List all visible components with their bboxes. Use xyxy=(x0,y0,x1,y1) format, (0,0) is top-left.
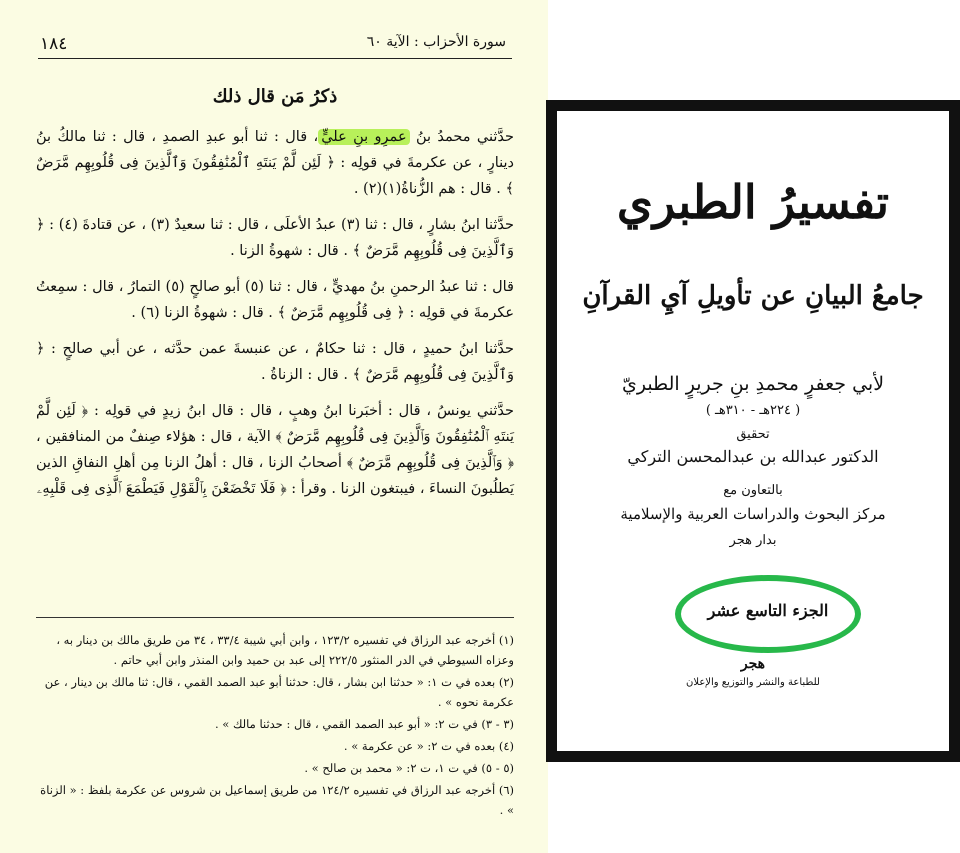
footnote: (٦) أخرجه عبد الرزاق في تفسيره ١٢٤/٢ من طريق إسماعيل بن شروس عن عكرمة بلفظ : « الزناة » . xyxy=(40,783,514,817)
footnotes xyxy=(36,630,514,822)
cover-dates: ( ٢٢٤هـ - ٣١٠هـ ) xyxy=(705,403,801,418)
footnote: (٤) بعده في ت ٢: « عن عكرمة » . xyxy=(343,739,514,753)
paragraph: حدَّثني يونسُ ، قال : أخبَرنا ابنُ وهبٍ ، قال : قال ابنُ زيدٍ في قولِه : ﴿ لَئِن لَّمْ يَنتَهِ ٱلْمُنَٰفِقُونَ وَٱلَّذِينَ فِى قُلُوبِهِم مَّرَضٌ ﴾ الآية ، قال : هؤلاء صِنفٌ من المنافقين ، ﴿ وَٱلَّذِينَ فِى قُلُوبِهِم مَّرَضٌ ﴾ أصحابُ الزنا ، قال : أهلُ الزنا مِن أهلِ النفاقِ الذين يَطلُبونَ النساءَ ، فيبتغون الزنا . وقرأ : ﴿ فَلَا تَخْضَعْنَ بِٱلْقَوْلِ فَيَطْمَعَ ٱلَّذِى فِى قَلْبِهِۦ xyxy=(36,403,514,497)
chapter-reference: سورة الأحزاب : الآية ٦٠ xyxy=(366,34,506,50)
cover-title: تفسيرُ الطبري xyxy=(616,175,890,229)
cover-editor: الدكتور عبدالله بن عبدالمحسن التركي xyxy=(627,447,879,466)
highlighted-name: عمرِو بنِ عليٍّ xyxy=(318,129,409,145)
footnote: (٣ - ٣) في ت ٢: « أبو عبد الصمد القمي ، قال : حدثنا مالك » . xyxy=(214,717,514,731)
volume-label: الجزء التاسع عشر xyxy=(707,601,829,620)
cover-research-center: مركز البحوث والدراسات العربية والإسلامية xyxy=(620,505,886,523)
page-header xyxy=(38,30,512,59)
paragraph: قال : ثنا عبدُ الرحمنِ بنُ مهديٍّ ، قال : ثنا (٥) أبو صالحٍ (٥) التمارُ ، قال : سمِعتُ عكرمةَ في قولِه : ﴿ فِى قُلُوبِهِم مَّرَضٌ ﴾ . قال : شهوةُ الزنا (٦) . xyxy=(36,279,514,321)
footnote: (٢) بعده في ت ١: « حدثنا ابن بشار ، قال: حدثنا أبو عبد الصمد القمي ، قال: ثنا مالك بن دينار ، عن عكرمة نحوه » . xyxy=(44,675,514,709)
footnote: (١) أخرجه عبد الرزاق في تفسيره ١٢٣/٢ ، وابن أبي شيبة ٣٣/٤ ، ٣٤ من طريق مالك بن دينار به ، وعزاه السيوطي في الدر المنثور ٢٢٢/٥ إلى عبد بن حميد وابن المنذر وابن أبي حاتم . xyxy=(56,633,514,667)
paragraph: حدَّثنا ابنُ بشارٍ ، قال : ثنا (٣) عبدُ الأعلَى ، قال : ثنا سعيدٌ (٣) ، عن قتادةَ (٤) : ﴿ وَٱلَّذِينَ فِى قُلُوبِهِم مَّرَضٌ ﴾ . قال : شهوةُ الزنا . xyxy=(36,217,514,259)
publisher-line: للطباعة والنشر والتوزيع والإعلان xyxy=(686,677,820,688)
body-text xyxy=(36,124,514,512)
cover-tahqiq-label: تحقيق xyxy=(736,427,770,442)
publisher-logo: هجر xyxy=(740,656,766,672)
paragraph: حدَّثنا ابنُ حميدٍ ، قال : ثنا حكامٌ ، عن عنبسةَ عمن حدَّثه ، عن أبي صالحٍ : ﴿ وَٱلَّذِينَ فِى قُلُوبِهِم مَّرَضٌ ﴾ . قال : الزناةُ . xyxy=(36,341,514,383)
cover-dar: بدار هجر xyxy=(729,533,777,548)
cover-cooperation: بالتعاون مع xyxy=(723,483,783,498)
footnote-divider xyxy=(36,617,514,618)
cover-subtitle: جامعُ البيانِ عن تأويلِ آيِ القرآنِ xyxy=(582,281,924,311)
section-title: ذكرُ مَن قال ذلك xyxy=(212,86,338,107)
paragraph: حدَّثني محمدُ بنُ عمرِو بنِ عليٍّ، قال : ثنا أبو عبدِ الصمدِ ، قال : ثنا مالكُ بنُ دينارٍ ، عن عكرمةَ في قولِه : ﴿ لَئِن لَّمْ يَنتَهِ ٱلْمُنَٰفِقُونَ وَٱلَّذِينَ فِى قُلُوبِهِم مَّرَضٌ ﴾ . قال : هم الزُّناةُ(١)(٢) . xyxy=(36,129,514,197)
page-number: ١٨٤ xyxy=(40,34,68,54)
book-cover xyxy=(557,111,949,751)
cover-author: لأبي جعفرٍ محمدِ بنِ جريرٍ الطبريّ xyxy=(621,373,885,395)
footnote: (٥ - ٥) في ت ١، ت ٢: « محمد بن صالح » . xyxy=(304,761,514,775)
